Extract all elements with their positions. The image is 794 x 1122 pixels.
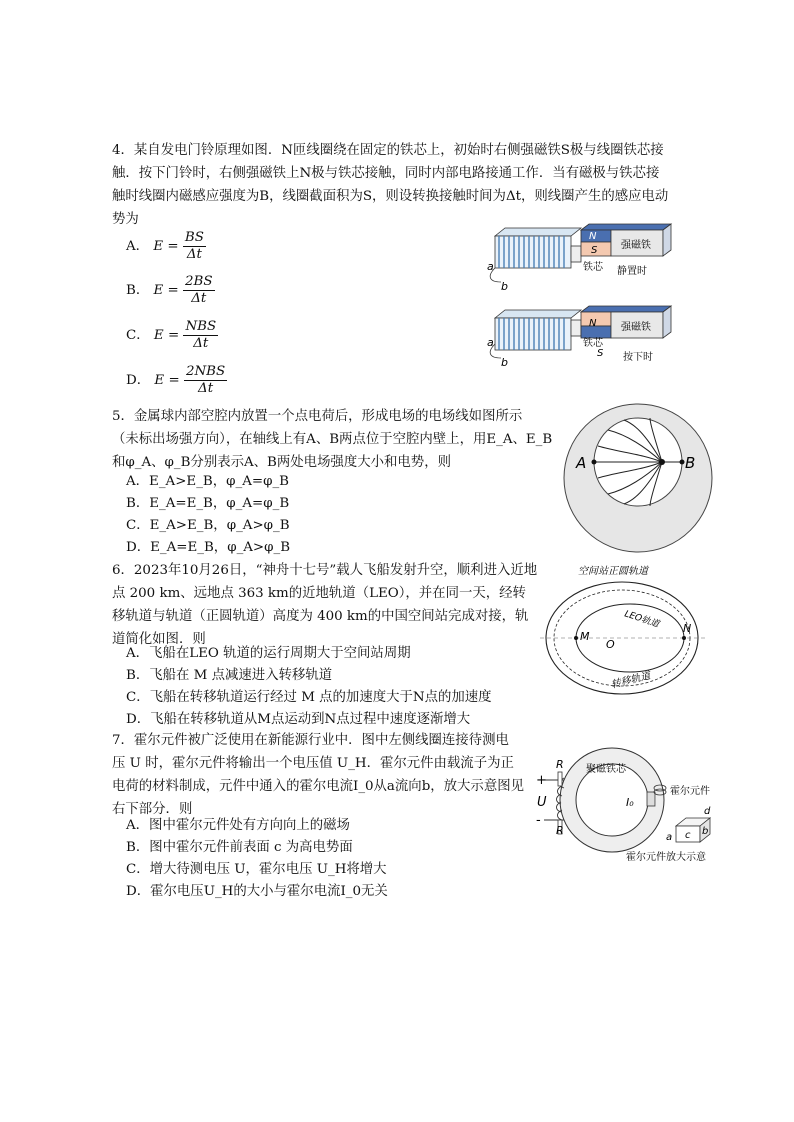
q7-option-c: C．增大待测电压 U，霍尔电压 U_H将增大 xyxy=(126,862,387,877)
q7-label-a: a xyxy=(666,832,673,843)
q5-option-a: A．E_A>E_B，φ_A=φ_B xyxy=(126,474,289,489)
q4-label-a-bottom: a xyxy=(487,336,494,349)
q4-label-n-bottom: N xyxy=(589,318,597,329)
q5-option-d: D．E_A=E_B，φ_A>φ_B xyxy=(126,540,291,555)
q4-label-state-bottom: 按下时 xyxy=(623,352,653,363)
q7-option-a: A．图中霍尔元件处有方向向上的磁场 xyxy=(126,818,350,833)
q4-label-magnet-top: 强磁铁 xyxy=(621,240,651,251)
q7-label-i0: I₀ xyxy=(626,796,634,809)
q7-label-r-bottom: R xyxy=(556,824,564,837)
q7-label-plus: + xyxy=(536,773,547,788)
q7-label-c: c xyxy=(685,830,691,841)
q6-label-m: M xyxy=(580,630,590,643)
q6-option-b: B．飞船在 M 点减速进入转移轨道 xyxy=(126,668,333,683)
q4-option-b: B． E = $\frac{2BS}{\Delta t}$ xyxy=(126,274,213,306)
q7-stem-line2: 压 U 时，霍尔元件将输出一个电压值 U_H．霍尔元件由载流子为正 xyxy=(112,756,514,771)
q4-label-n-top: N xyxy=(589,231,597,242)
q4-stem-line2: 触．按下门铃时，右侧强磁铁上N极与铁芯接触，同时内部电路接通工作．当有磁极与铁芯接 xyxy=(112,166,660,181)
q4-option-a: A． E = $\frac{BS}{\Delta t}$ xyxy=(126,230,204,262)
q6-label-station-orbit: 空间站正圆轨道 xyxy=(578,566,648,577)
q6-orbit-figure xyxy=(540,562,708,698)
q7-label-hall: 霍尔元件 xyxy=(670,786,710,797)
q6-label-transfer: 转移轨道 xyxy=(610,670,652,691)
q7-label-b: b xyxy=(702,826,709,837)
q5-stem-line1: 5．金属球内部空腔内放置一个点电荷后，形成电场的电场线如图所示 xyxy=(112,409,523,424)
q5-sphere-figure xyxy=(562,402,714,554)
q7-label-d: d xyxy=(704,806,711,817)
q6-stem-line1: 6．2023年10月26日，“神舟十七号”载人飞船发射升空，顺利进入近地 xyxy=(112,563,538,578)
q4-label-s-top: S xyxy=(591,245,598,256)
q7-option-b: B．图中霍尔元件前表面 c 为高电势面 xyxy=(126,840,353,855)
q4-coil-top xyxy=(495,228,581,268)
q7-stem-line4: 右下部分．则 xyxy=(112,802,193,817)
q7-option-d: D．霍尔电压U_H的大小与霍尔电流I_0无关 xyxy=(126,884,388,899)
q6-label-o: O xyxy=(606,638,615,651)
q4-label-core-bottom: 铁芯 xyxy=(583,338,603,349)
q5-stem-line3: 和φ_A、φ_B分别表示A、B两处电场强度大小和电势，则 xyxy=(112,455,451,470)
q4-label-magnet-bottom: 强磁铁 xyxy=(621,322,651,333)
q4-label-core-top: 铁芯 xyxy=(583,262,603,273)
q4-doorbell-figure xyxy=(485,220,685,370)
q5-stem-line2: （未标出场强方向），在轴线上有A、B两点位于空腔内壁上，用E_A、E_B xyxy=(112,432,553,447)
q6-label-n: N xyxy=(683,622,692,635)
q6-option-a: A．飞船在LEO 轨道的运行周期大于空间站周期 xyxy=(126,646,411,661)
q5-option-c: C．E_A>E_B，φ_A>φ_B xyxy=(126,518,290,533)
q6-stem-line3: 移轨道与轨道（正圆轨道）高度为 400 km的中国空间站完成对接，轨 xyxy=(112,609,529,624)
q4-label-s-bottom: S xyxy=(597,348,604,359)
q6-stem-line4: 道简化如图．则 xyxy=(112,632,206,647)
q4-coil-bottom xyxy=(495,310,581,350)
q4-stem-line4: 势为 xyxy=(112,212,139,227)
q5-label-b: B xyxy=(685,454,696,472)
q6-option-c: C．飞船在转移轨道运行经过 M 点的加速度大于N点的加速度 xyxy=(126,690,492,705)
q6-option-d: D．飞船在转移轨道从M点运动到N点过程中速度逐渐增大 xyxy=(126,712,471,727)
q4-label-state-top: 静置时 xyxy=(617,266,647,277)
q6-label-leo: LEO轨道 xyxy=(623,609,661,630)
q7-stem-line3: 电荷的材料制成，元件中通入的霍尔电流I_0从a流向b，放大示意图见 xyxy=(112,779,524,794)
q7-label-u: U xyxy=(537,795,547,810)
q4-stem-line1: 4．某自发电门铃原理如图．N匝线圈绕在固定的铁芯上，初始时右侧强磁铁S极与线圈铁芯接 xyxy=(112,143,664,158)
q7-label-r-top: R xyxy=(556,758,564,771)
q7-stem-line1: 7．霍尔元件被广泛使用在新能源行业中．图中左侧线圈连接待测电 xyxy=(112,733,509,748)
q4-label-a-top: a xyxy=(487,260,494,273)
q5-option-b: B．E_A=E_B，φ_A=φ_B xyxy=(126,496,290,511)
q6-stem-line2: 点 200 km、远地点 363 km的近地轨道（LEO），并在同一天，经转 xyxy=(112,586,526,601)
q5-label-a: A xyxy=(576,454,587,472)
q4-option-c: C． E = $\frac{\text{NBS}}{\Delta t}$ xyxy=(126,319,217,351)
q7-hall-figure xyxy=(534,744,734,866)
q4-label-b-bottom: b xyxy=(501,356,508,369)
q7-label-caption: 霍尔元件放大示意 xyxy=(626,852,706,863)
q4-option-d: D． E = $\frac{\text{2NBS}}{\Delta t}$ xyxy=(126,364,226,396)
q4-stem-line3: 触时线圈内磁感应强度为B，线圈截面积为S，则设转换接触时间为Δt，则线圈产生的感应电动 xyxy=(112,189,669,204)
q4-label-b-top: b xyxy=(501,280,508,293)
q7-label-minus: - xyxy=(536,813,541,828)
q7-label-core: 聚磁铁芯 xyxy=(586,764,626,775)
